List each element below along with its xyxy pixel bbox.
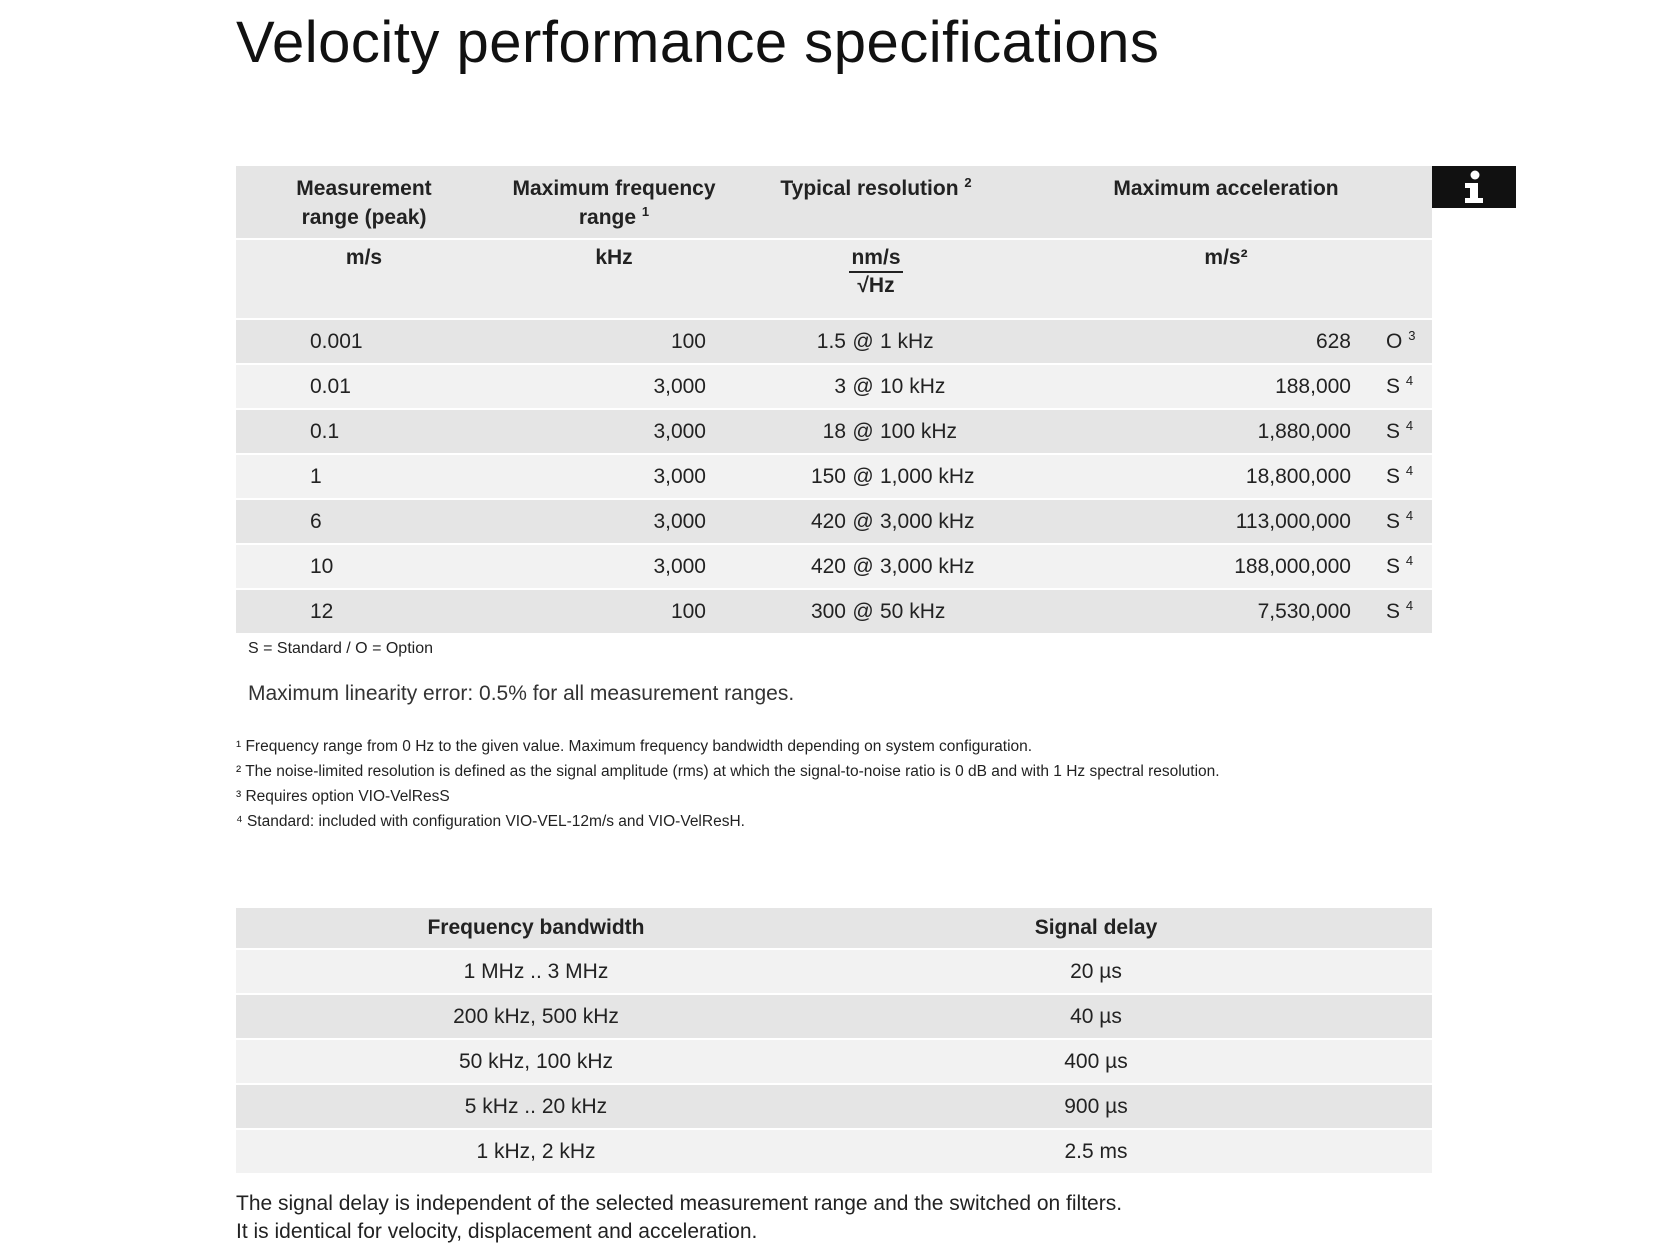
cell-bandwidth: 1 kHz, 2 kHz bbox=[476, 1140, 596, 1163]
availability-footnote: 4 bbox=[1405, 463, 1414, 478]
header-typical-resolution-label: Typical resolution bbox=[780, 177, 959, 200]
cell-range: 6 bbox=[310, 510, 322, 533]
cell-resolution bbox=[736, 410, 1136, 453]
resolution-value: 18 bbox=[822, 420, 846, 443]
table-row bbox=[236, 950, 1432, 995]
unit-resolution-numerator: nm/s bbox=[849, 246, 902, 273]
resolution-value: 300 bbox=[810, 600, 846, 623]
footnote-4: ⁴ Standard: included with configuration VIO-VEL-12m/s and VIO-VelResH. bbox=[236, 813, 745, 830]
table-row bbox=[236, 1130, 1432, 1175]
delay-header-row bbox=[236, 908, 1432, 950]
footnote-1: ¹ Frequency range from 0 Hz to the given value. Maximum frequency bandwidth depending on system configuration. bbox=[236, 738, 1033, 755]
delay-note-line-1: The signal delay is independent of the selected measurement range and the switched on filters. bbox=[236, 1192, 1123, 1215]
resolution-value: 420 bbox=[810, 555, 846, 578]
velocity-spec-table bbox=[236, 166, 1432, 635]
resolution-frequency: 100 kHz bbox=[880, 420, 958, 443]
availability-flag: O bbox=[1386, 330, 1403, 353]
cell-delay: 2.5 ms bbox=[1064, 1140, 1128, 1163]
cell-resolution bbox=[736, 500, 1136, 543]
unit-resolution-denominator: √Hz bbox=[857, 274, 895, 297]
resolution-value: 3 bbox=[834, 375, 846, 398]
unit-range: m/s bbox=[345, 246, 383, 269]
unit-frequency: kHz bbox=[595, 246, 633, 269]
availability-flag: S bbox=[1386, 465, 1401, 488]
cell-frequency: 100 bbox=[670, 330, 706, 353]
spec-unit-row bbox=[236, 240, 1432, 320]
cell-acceleration: 1,880,000 bbox=[1257, 420, 1351, 443]
cell-delay: 400 µs bbox=[1064, 1050, 1128, 1073]
resolution-frequency: 3,000 kHz bbox=[880, 555, 975, 578]
table-row bbox=[236, 500, 1432, 545]
availability-flag: S bbox=[1386, 375, 1401, 398]
delay-note-line-2: It is identical for velocity, displacement and acceleration. bbox=[236, 1220, 758, 1243]
cell-acceleration: 18,800,000 bbox=[1245, 465, 1351, 488]
table-row bbox=[236, 365, 1432, 410]
resolution-at: @ bbox=[852, 420, 874, 443]
resolution-frequency: 1 kHz bbox=[880, 330, 934, 353]
table-row bbox=[236, 545, 1432, 590]
cell-delay: 900 µs bbox=[1064, 1095, 1128, 1118]
cell-acceleration: 188,000,000 bbox=[1234, 555, 1351, 578]
cell-availability bbox=[1386, 545, 1426, 588]
cell-resolution bbox=[736, 320, 1136, 363]
header-measurement-range: Measurement range (peak) bbox=[296, 177, 432, 229]
cell-availability bbox=[1386, 320, 1426, 363]
cell-availability bbox=[1386, 410, 1426, 453]
footnote-3: ³ Requires option VIO-VelResS bbox=[236, 788, 450, 805]
cell-delay: 20 µs bbox=[1070, 960, 1122, 983]
resolution-frequency: 10 kHz bbox=[880, 375, 946, 398]
cell-resolution bbox=[736, 455, 1136, 498]
cell-delay: 40 µs bbox=[1070, 1005, 1122, 1028]
cell-availability bbox=[1386, 455, 1426, 498]
table-row bbox=[236, 320, 1432, 365]
resolution-value: 420 bbox=[810, 510, 846, 533]
cell-acceleration: 628 bbox=[1315, 330, 1351, 353]
availability-footnote: 3 bbox=[1408, 328, 1416, 343]
cell-bandwidth: 50 kHz, 100 kHz bbox=[458, 1050, 614, 1073]
resolution-frequency: 50 kHz bbox=[880, 600, 946, 623]
cell-resolution bbox=[736, 545, 1136, 588]
availability-flag: S bbox=[1386, 510, 1401, 533]
cell-resolution bbox=[736, 590, 1136, 633]
cell-bandwidth: 5 kHz .. 20 kHz bbox=[464, 1095, 608, 1118]
unit-acceleration: m/s² bbox=[1204, 246, 1248, 269]
cell-range: 1 bbox=[310, 465, 322, 488]
info-glyph bbox=[1461, 170, 1487, 204]
resolution-value: 150 bbox=[810, 465, 846, 488]
cell-availability bbox=[1386, 365, 1426, 408]
linearity-note: Maximum linearity error: 0.5% for all measurement ranges. bbox=[248, 682, 795, 705]
resolution-at: @ bbox=[852, 510, 874, 533]
cell-bandwidth: 200 kHz, 500 kHz bbox=[453, 1005, 619, 1028]
table-row bbox=[236, 455, 1432, 500]
table-row bbox=[236, 995, 1432, 1040]
availability-footnote: 4 bbox=[1405, 598, 1414, 613]
resolution-at: @ bbox=[852, 330, 874, 353]
availability-footnote: 4 bbox=[1405, 373, 1414, 388]
table-row bbox=[236, 590, 1432, 635]
legend-note: S = Standard / O = Option bbox=[248, 640, 433, 657]
resolution-at: @ bbox=[852, 555, 874, 578]
cell-frequency: 3,000 bbox=[653, 420, 706, 443]
cell-frequency: 3,000 bbox=[653, 375, 706, 398]
cell-frequency: 100 bbox=[670, 600, 706, 623]
unit-resolution-fraction bbox=[849, 246, 902, 298]
cell-range: 10 bbox=[310, 555, 334, 578]
cell-range: 0.1 bbox=[310, 420, 340, 443]
cell-range: 0.001 bbox=[310, 330, 363, 353]
availability-footnote: 4 bbox=[1405, 508, 1414, 523]
header-max-frequency bbox=[492, 174, 736, 232]
footnote-ref-1: 1 bbox=[641, 204, 650, 219]
availability-flag: S bbox=[1386, 600, 1401, 623]
page-title: Velocity performance specifications bbox=[236, 10, 1160, 75]
resolution-value: 1.5 bbox=[816, 330, 846, 353]
cell-frequency: 3,000 bbox=[653, 465, 706, 488]
cell-acceleration: 188,000 bbox=[1275, 375, 1351, 398]
cell-range: 0.01 bbox=[310, 375, 351, 398]
cell-acceleration: 113,000,000 bbox=[1235, 510, 1351, 533]
cell-frequency: 3,000 bbox=[653, 510, 706, 533]
header-typical-resolution bbox=[736, 174, 1016, 203]
header-frequency-bandwidth: Frequency bandwidth bbox=[427, 916, 645, 939]
availability-footnote: 4 bbox=[1405, 418, 1414, 433]
header-max-frequency-label: Maximum frequency range bbox=[512, 177, 716, 229]
resolution-at: @ bbox=[852, 465, 874, 488]
cell-range: 12 bbox=[310, 600, 334, 623]
availability-footnote: 4 bbox=[1405, 553, 1414, 568]
footnote-ref-2: 2 bbox=[964, 175, 972, 190]
cell-availability bbox=[1386, 590, 1426, 633]
table-row bbox=[236, 410, 1432, 455]
cell-resolution bbox=[736, 365, 1136, 408]
resolution-frequency: 3,000 kHz bbox=[880, 510, 975, 533]
resolution-at: @ bbox=[852, 375, 874, 398]
info-icon[interactable] bbox=[1432, 166, 1516, 208]
availability-flag: S bbox=[1386, 420, 1401, 443]
cell-bandwidth: 1 MHz .. 3 MHz bbox=[463, 960, 609, 983]
cell-acceleration: 7,530,000 bbox=[1257, 600, 1351, 623]
cell-availability bbox=[1386, 500, 1426, 543]
footnote-2: ² The noise-limited resolution is defined as the signal amplitude (rms) at which the signal-to-noise ratio is 0 dB and with 1 Hz spectral resolution. bbox=[236, 763, 1220, 780]
signal-delay-table bbox=[236, 908, 1432, 1175]
resolution-at: @ bbox=[852, 600, 874, 623]
unit-resolution bbox=[736, 246, 1016, 298]
spec-header-row bbox=[236, 166, 1432, 240]
table-row bbox=[236, 1040, 1432, 1085]
resolution-frequency: 1,000 kHz bbox=[880, 465, 975, 488]
cell-frequency: 3,000 bbox=[653, 555, 706, 578]
table-row bbox=[236, 1085, 1432, 1130]
header-signal-delay: Signal delay bbox=[1034, 916, 1158, 939]
availability-flag: S bbox=[1386, 555, 1401, 578]
header-max-acceleration: Maximum acceleration bbox=[1113, 177, 1339, 200]
